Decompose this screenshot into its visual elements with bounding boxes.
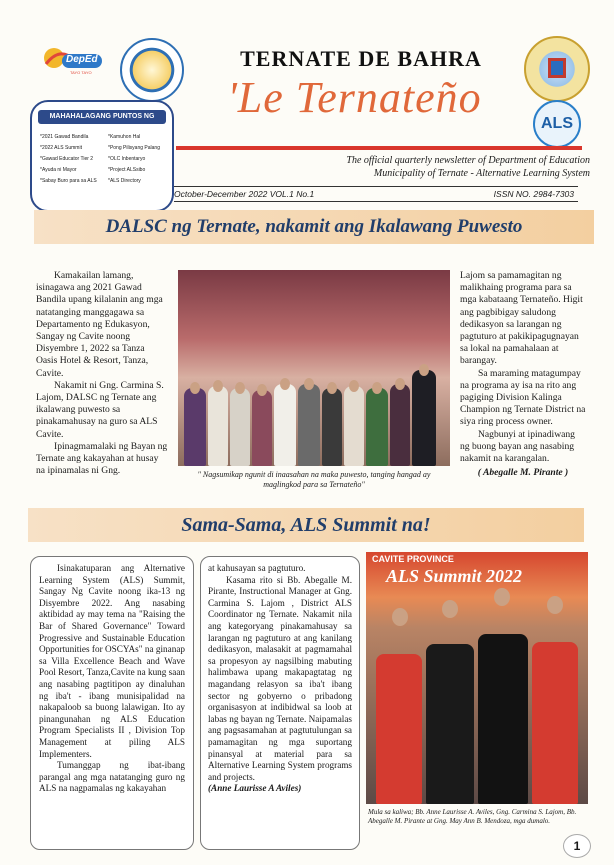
article1-paragraph: Lajom sa pamamagitan ng malikhaing programa para sa mga kabataang Ternateño. Higit ang pagbibigay saludong dedikasyon sa larangan ng pagtuturo at pakikipagugnayan sa lokal na pamahalaan at barangay. xyxy=(460,270,583,367)
article1-byline: ( Abegalle M. Pirante ) xyxy=(477,467,569,479)
deped-logo xyxy=(40,42,108,80)
photo-caption-1: " Nagsumikap ngunit di inaasahan na maka puwesto, tanging hangad ay maglingkod para sa Ternateño" xyxy=(197,470,431,489)
headline-banner-1 xyxy=(34,210,594,244)
highlight-item: *OLC Inbentaryo xyxy=(108,156,146,162)
award-group-photo xyxy=(178,270,450,466)
article2-paragraph: Tumanggap ng ibat-ibang parangal ang mga natatanging guro ng ALS na nagpamalas ng kakayahan xyxy=(39,760,185,794)
ternate-district-seal xyxy=(120,38,184,102)
highlights-list-right xyxy=(108,132,160,187)
masthead-subtitle: TERNATE DE BAHRA xyxy=(240,46,482,71)
highlight-item: *Sabay Buro para sa ALS xyxy=(40,178,97,184)
article2-paragraph: Isinakatuparan ang Alternative Learning System (ALS) Summit, Sangay Ng Cavite noong ika-13 ng Disyembre 2022. Ang nasabing aktibidad ay may tema na "Raising the Bar of Shared Governance" Toward Progressive and Sustainable Education Opportunities for OSCYAs" na ginanap sa Villa Excellence Beach and Wave Pool Resort, Tanza,Cavite na kung saan ang nasabing pagtitipon ay dinaluhan ng iba't - ibang munisipalidad na nakapaloob sa buong lalawigan. Ito ay pinangunahan ng ALS Education Program Specialists II , Division Top Management at piling ALS Implementers. xyxy=(39,563,185,759)
page-number: 1 xyxy=(563,834,591,858)
deped-logo-text: DepEd xyxy=(66,54,98,65)
tagline-line-1: The official quarterly newsletter of Department of Education xyxy=(346,155,590,166)
article2-column-2-box xyxy=(200,556,360,850)
article2-column-1-box xyxy=(30,556,194,850)
article1-paragraph: Nagbunyi at ipinadiwang ng buong bayan ang nasabing nakamit na karangalan. xyxy=(460,428,575,465)
highlights-title: MAHAHALAGANG PUNTOS NG BALITA xyxy=(38,110,166,124)
article1-paragraph: Ipinagmamalaki ng Bayan ng Ternate ang kakayahan at husay na ipinamalas ni Gng. xyxy=(36,440,168,477)
article1-column-3 xyxy=(460,270,586,479)
article1-column-1 xyxy=(36,270,168,477)
article1-paragraph: Kamakailan lamang, isinagawa ang 2021 Gawad Bandila upang kilalanin ang mga natatanging manggagawa sa Departamento ng Edukasyon, Sangay ng Cavite noong Disyembre 1, 2022 sa Tanza Oasis Hotel & Resort, Tanza, Cavite. xyxy=(36,270,163,379)
highlight-item: *ALS Directory xyxy=(108,178,141,184)
issn: ISSN NO. 2984-7303 xyxy=(493,189,574,199)
issue-info: October-December 2022 VOL.1 No.1 xyxy=(174,189,315,199)
highlight-item: *Gawad Educator Tier 2 xyxy=(40,156,94,162)
highlight-item: *Kamuhon Hal xyxy=(108,134,141,140)
headline-1: DALSC ng Ternate, nakamit ang Ikalawang Puwesto xyxy=(105,216,523,237)
highlight-item: *Pong Pilisyang Palang xyxy=(108,145,160,151)
masthead-rule xyxy=(176,146,582,150)
summit-photo xyxy=(366,552,588,804)
highlight-item: *2022 ALS Summit xyxy=(40,145,82,151)
article1-paragraph: Sa maraming matagumpay na programa ay isa na rito ang pagiging Division Kalinga Champion ng Ternate District na siya ring process owner. xyxy=(460,367,586,428)
highlights-list-left xyxy=(40,132,97,187)
highlights-box xyxy=(30,100,174,212)
photo-caption-2: Mula sa kaliwa; Bb. Anne Laurisse A. Aviles, Gng. Carmina S. Lajom, Bb. Abegalle M. Pirante at Gng. May Ann B. Mendoza, mga dumalo. xyxy=(368,808,577,825)
article2-paragraph: at kahusayan sa pagtuturo. xyxy=(208,563,306,573)
article2-column-2 xyxy=(208,563,352,795)
deped-logo-subtext: TAYO TAYO xyxy=(70,70,92,75)
article2-byline: (Anne Laurisse A Aviles) xyxy=(208,783,302,794)
article2-column-1 xyxy=(39,563,185,795)
highlight-item: *Ayuda ni Mayor xyxy=(40,167,77,173)
headline-2: Sama-Sama, ALS Summit na! xyxy=(181,514,431,536)
als-logo: ALS xyxy=(533,100,581,148)
tagline xyxy=(300,154,590,180)
summit-banner-top: CAVITE PROVINCE xyxy=(372,554,454,564)
highlight-item: *2021 Gawad Bandila xyxy=(40,134,89,140)
summit-banner-title: ALS Summit 2022 xyxy=(386,566,523,586)
headline-banner-2 xyxy=(28,508,584,542)
municipality-seal xyxy=(524,36,590,102)
article1-paragraph: Nakamit ni Gng. Carmina S. Lajom, DALSC ng Ternate ang ikalawang puwesto sa pinakamahusay na guro sa ALS Cavite. xyxy=(36,379,164,440)
article2-paragraph: Kasama rito si Bb. Abegalle M. Pirante, Instructional Manager at Gng. Carmina S. Lajom , District ALS Coordinator ng Ternate. Nakamit nila ang kategoryang pinakamahusay sa larangan ng pagtuturo at ang kanilang dedikasyon, malasakit at pagmamahal sa propesyon ay nagsilbing mabuting halimbawa upang makapagtatag ng magandang relasyon sa iba't ibang sector ng gobyerno o pribadong organisasyon at indibidwal sa loob at labas ng bayan ng Ternate. Naipamalas ang pagsasamahan at pagtutulungan sa pamamagitan ng mga suportang pinansyal at material para sa Alternative Learning System programs and projects. xyxy=(208,574,352,782)
issue-bar xyxy=(174,186,578,202)
highlight-item: *Project ALSsibo xyxy=(108,167,146,173)
masthead-title: 'Le Ternateño xyxy=(227,73,482,122)
tagline-line-2: Municipality of Ternate - Alternative Learning System xyxy=(373,168,590,179)
